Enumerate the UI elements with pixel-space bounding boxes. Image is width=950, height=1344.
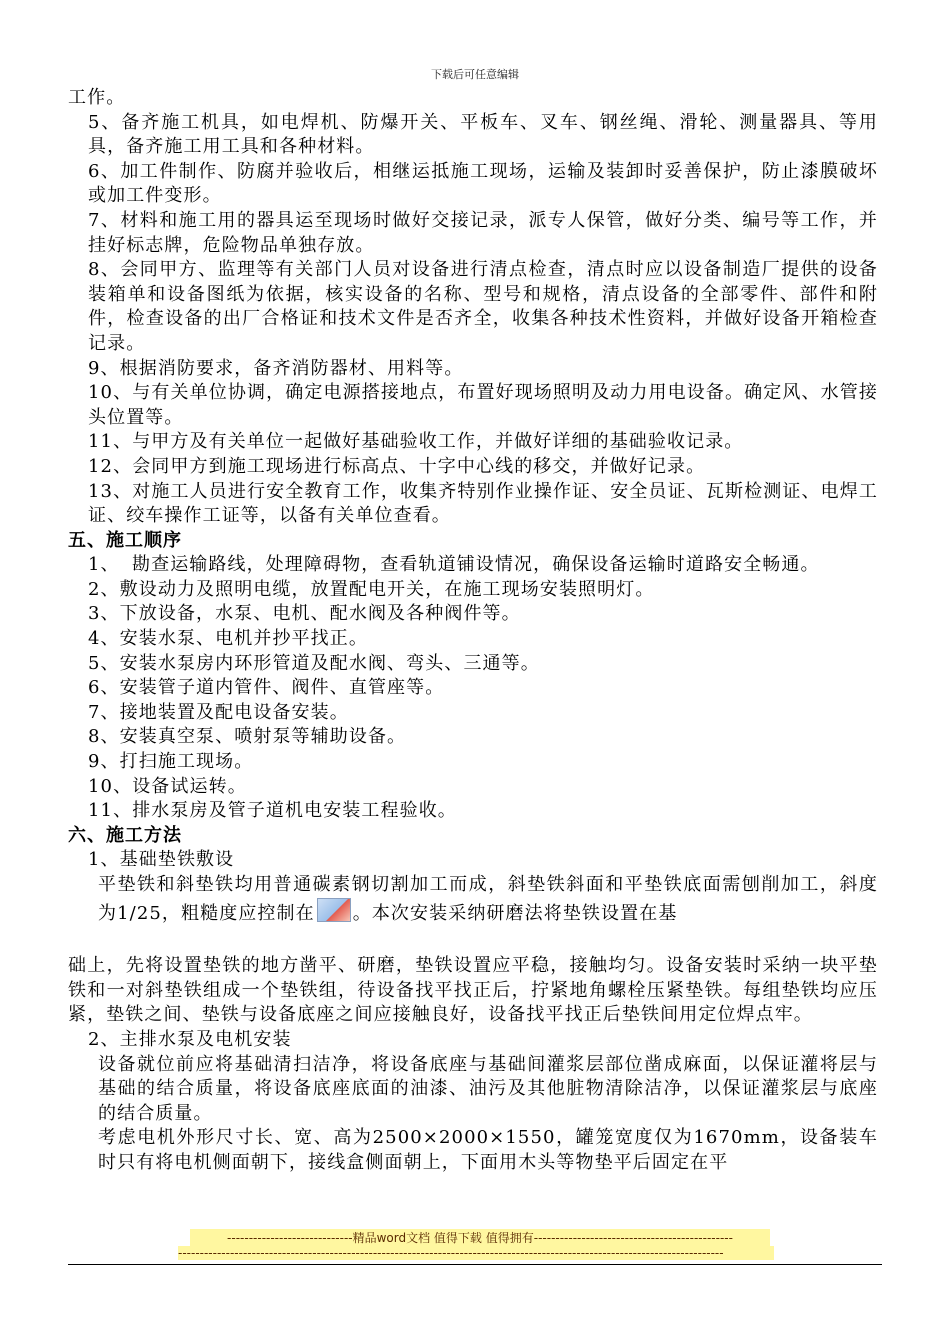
list-item-sequence: 9、打扫施工现场。	[88, 751, 254, 773]
paragraph-text: 平垫铁和斜垫铁均用普通碳素钢切割加工而成，斜垫铁斜面和平垫铁底面需刨削加工，斜度为1/25，粗糙度应控制在	[98, 874, 878, 924]
page-header: 下载后可任意编辑	[431, 68, 519, 81]
list-item-prep: 6、加工件制作、防腐并验收后，相继运抵施工现场，运输及装卸时妥善保护，防止漆膜破坏或加工件变形。	[88, 160, 878, 207]
list-item-prep: 5、备齐施工机具，如电焊机、防爆开关、平板车、叉车、钢丝绳、滑轮、测量器具、等用具，备齐施工用工具和各种材料。	[88, 111, 878, 158]
subsection-heading: 1、基础垫铁敷设	[88, 849, 235, 871]
paragraph-continuation: 工作。	[68, 87, 126, 108]
list-item-sequence	[68, 553, 878, 578]
paragraph-grouting: 设备就位前应将基础清扫洁净，将设备底座与基础间灌浆层部位凿成麻面，以保证灌将层与基础的结合质量，将设备底座底面的油漆、油污及其他脏物清除洁净，以保证灌浆层与底座的结合质量。	[98, 1053, 878, 1124]
list-item-prep: 8、会同甲方、监理等有关部门人员对设备进行清点检查，清点时应以设备制造厂提供的设备装箱单和设备图纸为依据，核实设备的名称、型号和规格，清点设备的全部零件、部件和附件，检查设备的出厂合格证和技术文件是否齐全，收集各种技术性资料，并做好设备开箱检查记录。	[88, 259, 878, 354]
paragraph-text: 。本次安装采纳研磨法将垫铁设置在基	[352, 902, 678, 924]
list-item-sequence: 7、接地装置及配电设备安装。	[88, 701, 349, 723]
section-heading-6: 六、施工方法	[68, 824, 182, 846]
list-item-sequence: 4、安装水泵、电机并抄平找正。	[88, 628, 368, 650]
list-item-sequence: 10、设备试运转。	[88, 775, 247, 797]
list-item-prep: 7、材料和施工用的器具运至现场时做好交接记录，派专人保管，做好分类、编号等工作，并挂好标志牌，危险物品单独存放。	[88, 209, 878, 256]
footer-rule	[68, 1264, 882, 1265]
roughness-symbol-icon	[317, 898, 351, 922]
list-item-prep: 9、根据消防要求，备齐消防器材、用料等。	[88, 357, 464, 379]
list-item-text: 勘查运输路线，处理障碍物，查看轨道铺设情况，确保设备运输时道路安全畅通。	[132, 554, 820, 576]
section-heading-5: 五、施工顺序	[68, 529, 182, 551]
subsection-heading: 2、主排水泵及电机安装	[88, 1028, 292, 1050]
list-item-sequence: 11、排水泵房及管子道机电安装工程验收。	[88, 800, 457, 822]
list-item-sequence: 3、下放设备，水泵、电机、配水阀及各种阀件等。	[88, 603, 521, 625]
list-item-number: 1、	[88, 554, 120, 576]
paragraph-shim-detail: 础上，先将设置垫铁的地方凿平、研磨，垫铁设置应平稳，接触均匀。设备安装时采纳一块平垫铁和一对斜垫铁组成一个垫铁组，待设备找平找正后，拧紧地角螺栓压紧垫铁。每组垫铁均应压紧，垫铁之间、垫铁与设备底座之间应接触良好，设备找平找正后垫铁间用定位焊点牢。	[68, 955, 878, 1026]
list-item-prep: 11、与甲方及有关单位一起做好基础验收工作，并做好详细的基础验收记录。	[88, 431, 744, 453]
footer-dash-line: ------------------------------------------------------------------------------------------------------------------------------	[178, 1246, 774, 1260]
list-item-sequence: 5、安装水泵房内环形管道及配水阀、弯头、三通等。	[88, 652, 540, 674]
list-item-sequence: 6、安装管子道内管件、阀件、直管座等。	[88, 677, 445, 699]
paragraph-motor-transport: 考虑电机外形尺寸长、宽、高为2500×2000×1550，罐笼宽度仅为1670mm，设备装车时只有将电机侧面朝下，接线盒侧面朝上，下面用木头等物垫平后固定在平	[98, 1127, 878, 1173]
footer-banner: -----------------------------精品word文档 值得下载 值得拥有----------------------------------------------	[190, 1229, 770, 1246]
list-item-sequence: 8、安装真空泵、喷射泵等辅助设备。	[88, 726, 407, 748]
spacer	[68, 926, 878, 954]
list-item-prep: 13、对施工人员进行安全教育工作，收集齐特别作业操作证、安全员证、瓦斯检测证、电焊工证、绞车操作工证等，以备有关单位查看。	[88, 480, 878, 527]
list-item-prep: 10、与有关单位协调，确定电源搭接地点，布置好现场照明及动力用电设备。确定风、水管接头位置等。	[88, 382, 878, 428]
list-item-sequence: 2、敷设动力及照明电缆，放置配电开关，在施工现场安装照明灯。	[88, 578, 655, 600]
paragraph-shim-intro	[68, 873, 878, 926]
document-body	[68, 86, 878, 1176]
list-item-prep: 12、会同甲方到施工现场进行标高点、十字中心线的移交，并做好记录。	[88, 455, 706, 477]
